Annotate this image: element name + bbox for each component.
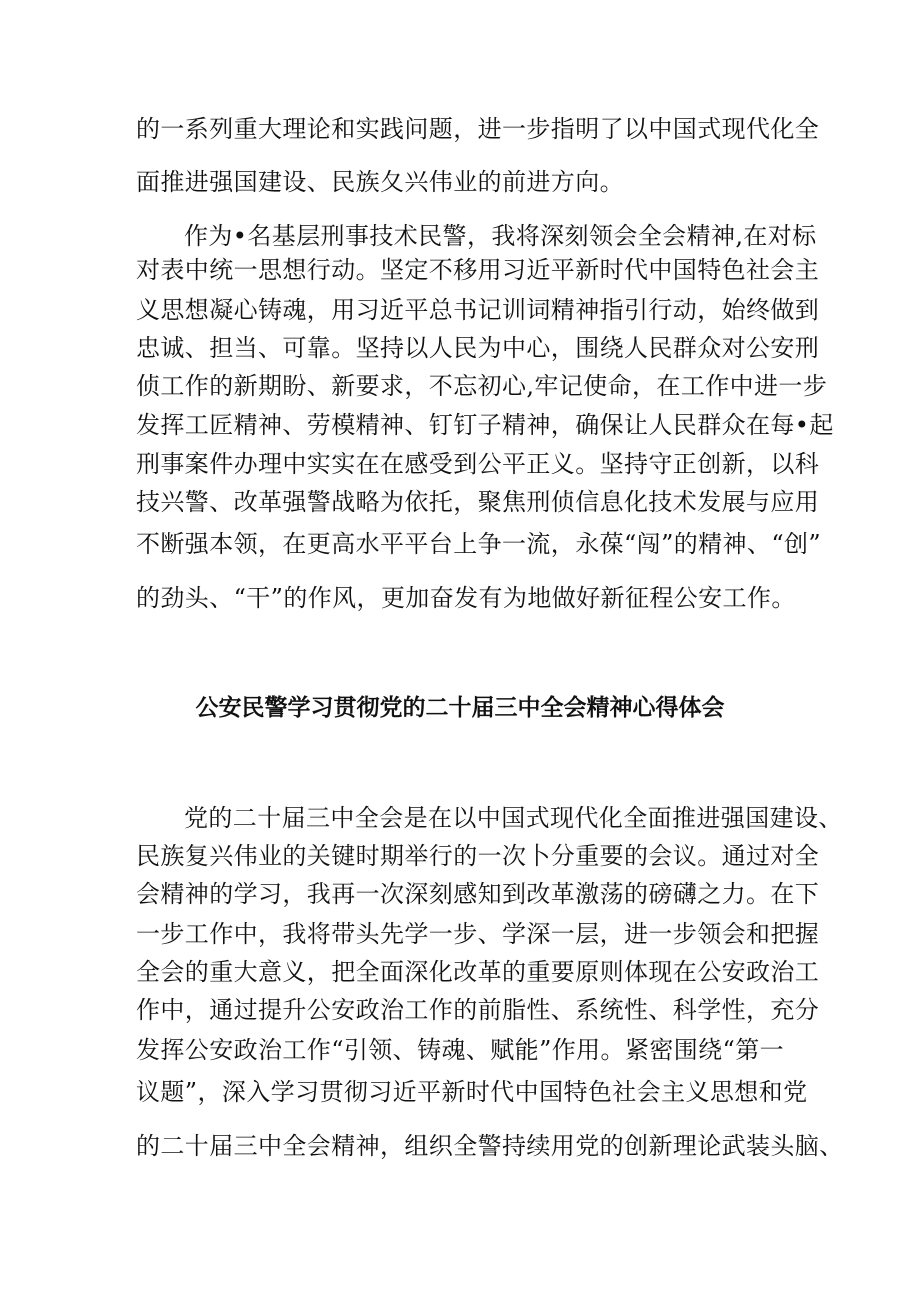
paragraph-3-line-3: 会精神的学习，我再一次深刻感知到改革激荡的磅礴之力。在下 (136, 880, 820, 908)
paragraph-2-line-6: 发挥工匠精神、劳模精神、钉钉子精神，确保让人民群众在每•起 (136, 411, 834, 439)
paragraph-3-line-5: 全会的重大意义，把全面深化改革的重要原则体现在公安政治工 (136, 958, 820, 986)
paragraph-3-line-7: 发挥公安政治工作“引领、铸魂、赋能”作用。紧密围绕“第一 (136, 1036, 785, 1064)
paragraph-2-line-3: 义思想凝心铸魂，用习近平总书记训词精神指引行动，始终做到 (136, 296, 820, 324)
paragraph-2-line-10: 的劲头、“干”的作风，更加奋发有为地做好新征程公安工作。 (136, 584, 796, 612)
paragraph-2-line-1: 作为•名基层刑事技术民警，我将深刻领会全会精神,在对标 (184, 222, 817, 250)
paragraph-2-line-4: 忠诚、担当、可靠。坚持以人民为中心，围绕人民群众对公安刑 (136, 334, 820, 362)
paragraph-1-line-1: 的一系列重大理论和实践问题，进一步指明了以中国式现代化全 (136, 115, 820, 143)
paragraph-3-line-8: 议题”，深入学习贯彻习近平新时代中国特色社会主义思想和党 (136, 1078, 808, 1106)
paragraph-2-line-9: 不断强本领，在更高水平平台上争一流，永葆“闯”的精神、“创” (136, 530, 822, 558)
paragraph-2-line-2: 对表中统一思想行动。坚定不移用习近平新时代中国特色社会主 (136, 256, 820, 284)
paragraph-1-line-2: 面推进强国建设、民族夂兴伟业的前进方向。 (136, 168, 624, 196)
paragraph-2-line-7: 刑事案件办理中实实在在感受到公平正义。坚持守正创新，以科 (136, 450, 820, 478)
paragraph-3-line-1: 党的二十届三中全会是在以中国式现代化全面推进强国建设、 (184, 804, 843, 832)
section-title: 公安民警学习贯彻党的二十届三中全会精神心得体会 (195, 695, 725, 721)
paragraph-3-line-4: 一步工作中，我将带头先学一步、学深一层，进一步领会和把握 (136, 920, 820, 948)
paragraph-3-line-9: 的二十届三中全会精神，组织全警持续用党的创新理论武装头脑、 (136, 1132, 844, 1160)
paragraph-3-line-6: 作中，通过提升公安政治工作的前脂性、系统性、科学性，充分 (136, 996, 820, 1024)
paragraph-2-line-8: 技兴警、改革强警战略为依托，聚焦刑侦信息化技术发展与应用 (136, 488, 820, 516)
paragraph-2-line-5: 侦工作的新期盼、新要求，不忘初心,牢记使命，在工作中进一步 (136, 372, 828, 400)
paragraph-3-line-2: 民族复兴伟业的关键时期举行的一次卜分重要的会议。通过对全 (136, 842, 820, 870)
